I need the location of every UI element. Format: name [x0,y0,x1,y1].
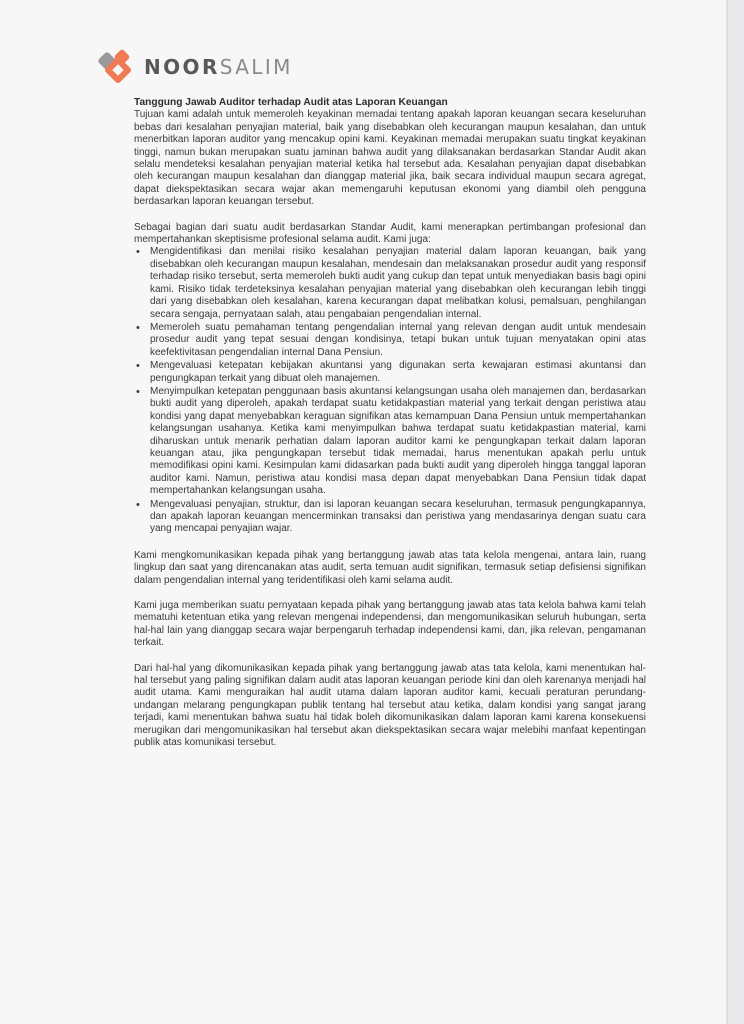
bullet-item-4: • Menyimpulkan ketepatan penggunaan basis akuntansi kelangsungan usaha oleh manajemen dan, berdasarkan bukti audit yang diperoleh, apakah terdapat suatu ketidakpastian material yang terkait dengan peristiwa atau kondisi yang dapat menyebabkan keraguan signifikan atas kemampuan Dana Pensiun untuk mempertahankan kelangsungan usahanya. Ketika kami menyimpulkan bahwa terdapat suatu ketidakpastian material, kami diharuskan untuk menarik perhatian dalam laporan auditor kami ke pengungkapan terkait dalam laporan keuangan atau, jika pengungkapan tersebut tidak memadai, harus menentukan apakah perlu untuk memodifikasi opini kami. Kesimpulan kami didasarkan pada bukti audit yang diperoleh hingga tanggal laporan auditor kami. Namun, peristiwa atau kondisi masa depan dapat menyebabkan Dana Pensiun tidak dapat mempertahankan kelangsungan usaha. [150,386,646,498]
logo-wordmark [144,55,293,79]
section-title: Tanggung Jawab Auditor terhadap Audit atas Laporan Keuangan [134,97,448,108]
company-logo [96,48,293,86]
paragraph-4: Kami juga memberikan suatu pernyataan kepada pihak yang bertanggung jawab atas tata kelola bahwa kami telah mematuhi ketentuan etika yang relevan mengenai independensi, dan mengomunikasikan seluruh hubungan, serta hal-hal lain yang dianggap secara wajar berpengaruh terhadap independensi kami, dan, jika relevan, pengamanan terkait. [134,600,646,649]
document-body [134,97,646,750]
logo-text-noor: NOOR [144,55,220,79]
bullet-item-2: • Memeroleh suatu pemahaman tentang pengendalian internal yang relevan dengan audit untuk mendesain prosedur audit yang tepat sesuai dengan kondisinya, tetapi bukan untuk tujuan menyatakan opini atas keefektivitasan pengendalian internal Dana Pensiun. [150,322,646,359]
bullet-item-5: • Mengevaluasi penyajian, struktur, dan isi laporan keuangan secara keseluruhan, termasuk pengungkapannya, dan apakah laporan keuangan mencerminkan transaksi dan peristiwa yang mendasarinya dengan suatu cara yang mencapai penyajian wajar. [150,499,646,536]
logo-text-salim: SALIM [219,55,293,79]
bullet-item-3: • Mengevaluasi ketepatan kebijakan akuntansi yang digunakan serta kewajaran estimasi akuntansi dan pengungkapan terkait yang dibuat oleh manajemen. [150,360,646,385]
noorsalim-logo-icon [96,48,136,86]
paragraph-1: Tujuan kami adalah untuk memeroleh keyakinan memadai tentang apakah laporan keuangan secara keseluruhan bebas dari kesalahan penyajian material, baik yang disebabkan oleh kecurangan maupun kesalahan, dan untuk menerbitkan laporan auditor yang mencakup opini kami. Keyakinan memadai merupakan suatu tingkat keyakinan tinggi, namun bukan merupakan suatu jaminan bahwa audit yang dilaksanakan berdasarkan Standar Audit akan selalu mendeteksi kesalahan penyajian material ketika hal tersebut ada. Kesalahan penyajian dapat disebabkan oleh kecurangan maupun kesalahan dan dianggap material jika, baik secara individual maupun secara agregat, dapat diekspektasikan secara wajar akan memengaruhi keputusan ekonomi yang diambil oleh pengguna berdasarkan laporan keuangan tersebut. [134,109,646,208]
bullet-item-1: • Mengidentifikasi dan menilai risiko kesalahan penyajian material dalam laporan keuangan, baik yang disebabkan oleh kecurangan maupun kesalahan, mendesain dan melaksanakan prosedur audit yang responsif terhadap risiko tersebut, serta memeroleh bukti audit yang cukup dan tepat untuk menyediakan basis bagi opini kami. Risiko tidak terdeteksinya kesalahan penyajian material yang disebabkan oleh kecurangan lebih tinggi dari yang disebabkan oleh kesalahan, karena kecurangan dapat melibatkan kolusi, pemalsuan, penghilangan secara sengaja, pernyataan salah, atau pengabaian pengendalian internal. [150,246,646,320]
paragraph-2: Sebagai bagian dari suatu audit berdasarkan Standar Audit, kami menerapkan pertimbangan profesional dan mempertahankan skeptisisme profesional selama audit. Kami juga: [134,221,646,246]
bullet-list [134,246,646,535]
paragraph-5: Dari hal-hal yang dikomunikasikan kepada pihak yang bertanggung jawab atas tata kelola, kami menentukan hal-hal tersebut yang paling signifikan dalam audit atas laporan keuangan periode kini dan oleh karenanya menjadi hal audit utama. Kami menguraikan hal audit utama dalam laporan auditor kami, kecuali peraturan perundang-undangan melarang pengungkapan publik tentang hal tersebut atau ketika, dalam kondisi yang sangat jarang terjadi, kami menentukan bahwa suatu hal tidak boleh dikomunikasikan dalam laporan kami karena konsekuensi merugikan dari mengomunikasikan hal tersebut akan diekspektasikan secara wajar melebihi manfaat kepentingan publik atas komunikasi tersebut. [134,662,646,749]
paragraph-3: Kami mengkomunikasikan kepada pihak yang bertanggung jawab atas tata kelola mengenai, antara lain, ruang lingkup dan saat yang direncanakan atas audit, serta temuan audit signifikan, termasuk setiap defisiensi signifikan dalam pengendalian internal yang teridentifikasi oleh kami selama audit. [134,549,646,586]
